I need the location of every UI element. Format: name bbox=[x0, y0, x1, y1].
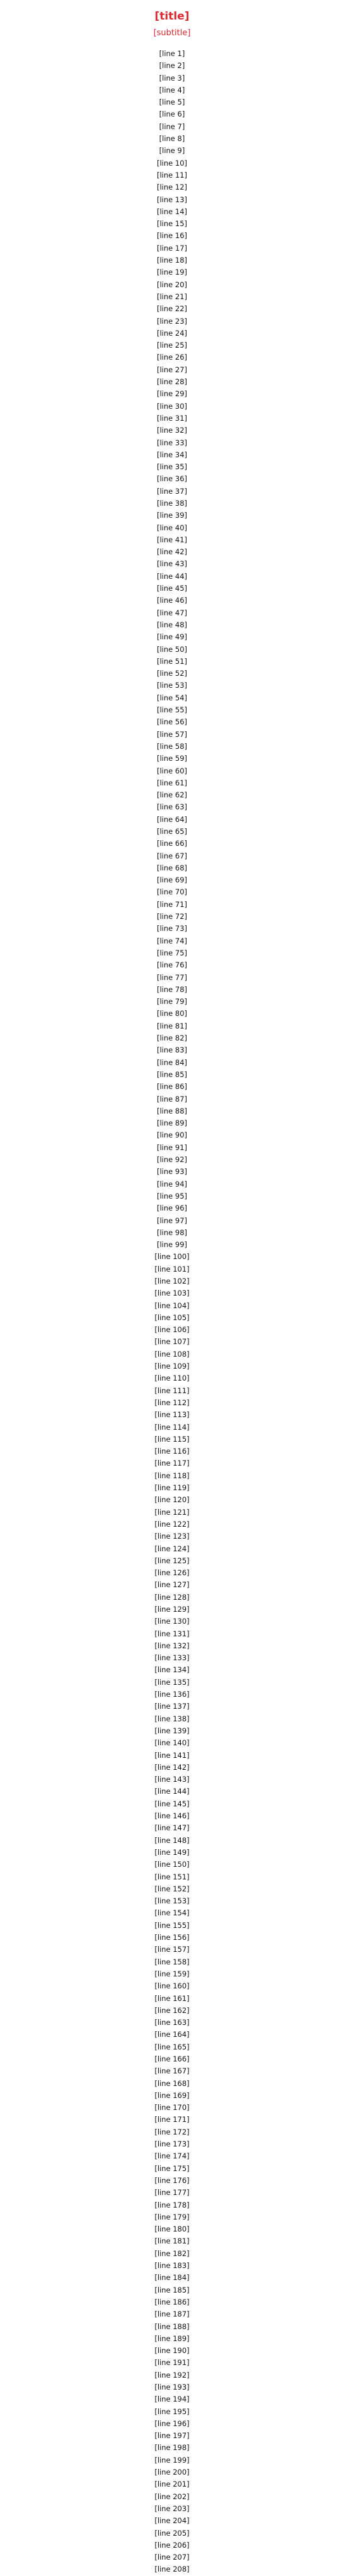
text-line: [line 119] bbox=[154, 1483, 190, 1493]
text-line: [line 204] bbox=[154, 2516, 190, 2526]
text-line: [line 182] bbox=[154, 2248, 190, 2258]
text-line: [line 32] bbox=[156, 426, 188, 435]
text-line: [line 60] bbox=[156, 766, 188, 775]
text-line: [line 55] bbox=[156, 705, 188, 715]
text-line: [line 20] bbox=[156, 280, 188, 289]
text-line: [line 15] bbox=[156, 219, 188, 229]
text-line: [line 92] bbox=[156, 1155, 188, 1165]
text-line: [line 93] bbox=[156, 1167, 188, 1177]
text-line: [line 180] bbox=[154, 2225, 190, 2234]
text-line: [line 28] bbox=[156, 377, 188, 387]
text-line: [line 194] bbox=[154, 2395, 190, 2404]
text-line: [line 137] bbox=[154, 1702, 190, 1711]
text-line: [line 49] bbox=[156, 632, 188, 642]
text-line: [line 53] bbox=[156, 681, 188, 690]
text-line: [line 37] bbox=[156, 486, 188, 496]
text-line: [line 106] bbox=[154, 1325, 190, 1335]
text-line: [line 138] bbox=[154, 1714, 190, 1723]
text-line: [line 140] bbox=[154, 1738, 190, 1748]
text-line: [line 163] bbox=[154, 2018, 190, 2027]
text-line: [line 114] bbox=[154, 1422, 190, 1432]
text-line: [line 118] bbox=[154, 1471, 190, 1480]
text-line: [line 97] bbox=[156, 1216, 188, 1225]
text-line: [line 72] bbox=[156, 912, 188, 921]
text-line: [line 52] bbox=[156, 669, 188, 678]
text-line: [line 85] bbox=[156, 1069, 188, 1079]
text-line: [line 45] bbox=[156, 584, 188, 593]
text-line: [line 76] bbox=[156, 960, 188, 970]
text-line: [line 200] bbox=[154, 2468, 190, 2477]
text-line: [line 3] bbox=[159, 73, 185, 83]
text-line: [line 133] bbox=[154, 1653, 190, 1663]
text-line: [line 78] bbox=[156, 984, 188, 994]
text-line: [line 81] bbox=[156, 1021, 188, 1030]
text-line: [line 111] bbox=[154, 1386, 190, 1395]
text-line: [line 181] bbox=[154, 2237, 190, 2246]
text-line: [line 69] bbox=[156, 875, 188, 885]
text-line: [line 12] bbox=[156, 183, 188, 192]
text-line: [line 191] bbox=[154, 2358, 190, 2368]
text-line: [line 110] bbox=[154, 1374, 190, 1383]
text-line: [line 75] bbox=[156, 948, 188, 957]
text-line: [line 157] bbox=[154, 1945, 190, 1954]
text-line: [line 129] bbox=[154, 1605, 190, 1614]
document-body bbox=[11, 48, 333, 2576]
text-line: [line 131] bbox=[154, 1629, 190, 1638]
text-line: [line 132] bbox=[154, 1641, 190, 1650]
text-line: [line 197] bbox=[154, 2431, 190, 2441]
text-line: [line 207] bbox=[154, 2553, 190, 2562]
text-line: [line 5] bbox=[159, 98, 185, 107]
text-line: [line 130] bbox=[154, 1617, 190, 1626]
text-line: [line 135] bbox=[154, 1677, 190, 1687]
text-line: [line 177] bbox=[154, 2188, 190, 2197]
text-line: [line 31] bbox=[156, 413, 188, 423]
text-line: [line 170] bbox=[154, 2103, 190, 2112]
text-line: [line 167] bbox=[154, 2066, 190, 2076]
text-line: [line 86] bbox=[156, 1082, 188, 1091]
text-line: [line 99] bbox=[156, 1240, 188, 1250]
text-line: [line 152] bbox=[154, 1884, 190, 1893]
text-line: [line 80] bbox=[156, 1009, 188, 1018]
text-line: [line 24] bbox=[156, 328, 188, 338]
text-line: [line 148] bbox=[154, 1835, 190, 1845]
text-line: [line 1] bbox=[159, 49, 185, 58]
text-line: [line 84] bbox=[156, 1057, 188, 1067]
text-line: [line 63] bbox=[156, 802, 188, 812]
text-line: [line 59] bbox=[156, 754, 188, 763]
text-line: [line 108] bbox=[154, 1349, 190, 1359]
text-line: [line 183] bbox=[154, 2261, 190, 2271]
text-line: [line 83] bbox=[156, 1046, 188, 1055]
text-line: [line 43] bbox=[156, 559, 188, 569]
text-line: [line 2] bbox=[159, 61, 185, 71]
text-line: [line 30] bbox=[156, 401, 188, 411]
text-line: [line 22] bbox=[156, 304, 188, 314]
text-line: [line 175] bbox=[154, 2163, 190, 2173]
text-line: [line 70] bbox=[156, 887, 188, 897]
text-line: [line 27] bbox=[156, 365, 188, 374]
text-line: [line 153] bbox=[154, 1896, 190, 1906]
text-line: [line 190] bbox=[154, 2346, 190, 2356]
text-line: [line 94] bbox=[156, 1179, 188, 1188]
text-line: [line 184] bbox=[154, 2273, 190, 2282]
text-line: [line 126] bbox=[154, 1568, 190, 1578]
text-line: [line 17] bbox=[156, 243, 188, 253]
text-line: [line 103] bbox=[154, 1289, 190, 1298]
text-line: [line 115] bbox=[154, 1434, 190, 1444]
text-line: [line 187] bbox=[154, 2310, 190, 2319]
text-line: [line 120] bbox=[154, 1495, 190, 1505]
text-line: [line 89] bbox=[156, 1119, 188, 1128]
text-line: [line 40] bbox=[156, 523, 188, 532]
text-line: [line 82] bbox=[156, 1034, 188, 1043]
text-line: [line 171] bbox=[154, 2115, 190, 2124]
text-line: [line 116] bbox=[154, 1447, 190, 1456]
text-line: [line 102] bbox=[154, 1276, 190, 1285]
text-line: [line 7] bbox=[159, 122, 185, 131]
text-line: [line 41] bbox=[156, 535, 188, 544]
text-line: [line 21] bbox=[156, 292, 188, 301]
text-line: [line 143] bbox=[154, 1775, 190, 1784]
text-line: [line 205] bbox=[154, 2528, 190, 2538]
text-line: [line 121] bbox=[154, 1507, 190, 1517]
text-line: [line 160] bbox=[154, 1981, 190, 1991]
text-line: [line 105] bbox=[154, 1313, 190, 1322]
text-line: [line 127] bbox=[154, 1580, 190, 1590]
text-line: [line 128] bbox=[154, 1592, 190, 1602]
text-line: [line 11] bbox=[156, 170, 188, 180]
text-line: [line 109] bbox=[154, 1362, 190, 1371]
text-line: [line 169] bbox=[154, 2090, 190, 2100]
text-line: [line 56] bbox=[156, 717, 188, 727]
text-line: [line 186] bbox=[154, 2297, 190, 2306]
text-line: [line 95] bbox=[156, 1191, 188, 1200]
text-line: [line 33] bbox=[156, 438, 188, 447]
text-line: [line 144] bbox=[154, 1787, 190, 1796]
text-line: [line 39] bbox=[156, 511, 188, 520]
text-line: [line 47] bbox=[156, 608, 188, 617]
text-line: [line 26] bbox=[156, 353, 188, 362]
text-line: [line 185] bbox=[154, 2285, 190, 2294]
text-line: [line 51] bbox=[156, 656, 188, 666]
text-line: [line 6] bbox=[159, 110, 185, 119]
text-line: [line 139] bbox=[154, 1726, 190, 1735]
text-line: [line 19] bbox=[156, 268, 188, 277]
text-line: [line 136] bbox=[154, 1690, 190, 1699]
text-line: [line 29] bbox=[156, 389, 188, 399]
text-line: [line 112] bbox=[154, 1398, 190, 1407]
text-line: [line 154] bbox=[154, 1908, 190, 1918]
text-line: [line 16] bbox=[156, 231, 188, 241]
text-line: [line 155] bbox=[154, 1920, 190, 1930]
text-line: [line 57] bbox=[156, 729, 188, 739]
text-line: [line 13] bbox=[156, 195, 188, 204]
text-line: [line 188] bbox=[154, 2322, 190, 2331]
text-line: [line 173] bbox=[154, 2140, 190, 2149]
text-line: [line 189] bbox=[154, 2334, 190, 2343]
text-line: [line 117] bbox=[154, 1459, 190, 1468]
text-line: [line 61] bbox=[156, 778, 188, 787]
text-line: [line 174] bbox=[154, 2151, 190, 2161]
text-line: [line 158] bbox=[154, 1957, 190, 1966]
text-line: [line 149] bbox=[154, 1847, 190, 1857]
text-line: [line 161] bbox=[154, 1993, 190, 2003]
text-line: [line 125] bbox=[154, 1556, 190, 1565]
text-line: [line 113] bbox=[154, 1410, 190, 1420]
text-line: [line 10] bbox=[156, 158, 188, 168]
text-line: [line 42] bbox=[156, 547, 188, 557]
text-line: [line 25] bbox=[156, 341, 188, 350]
text-line: [line 98] bbox=[156, 1228, 188, 1237]
text-line: [line 178] bbox=[154, 2200, 190, 2209]
text-line: [line 58] bbox=[156, 741, 188, 751]
text-line: [line 198] bbox=[154, 2443, 190, 2453]
document-subtitle: [subtitle] bbox=[153, 28, 191, 38]
text-line: [line 159] bbox=[154, 1969, 190, 1978]
text-line: [line 101] bbox=[154, 1264, 190, 1274]
text-line: [line 4] bbox=[159, 85, 185, 94]
text-line: [line 134] bbox=[154, 1665, 190, 1675]
text-line: [line 87] bbox=[156, 1094, 188, 1103]
text-line: [line 74] bbox=[156, 936, 188, 945]
text-line: [line 196] bbox=[154, 2419, 190, 2428]
text-line: [line 192] bbox=[154, 2370, 190, 2379]
text-line: [line 79] bbox=[156, 997, 188, 1006]
text-line: [line 201] bbox=[154, 2480, 190, 2489]
text-line: [line 35] bbox=[156, 462, 188, 472]
text-line: [line 8] bbox=[159, 134, 185, 144]
text-line: [line 90] bbox=[156, 1131, 188, 1140]
text-line: [line 199] bbox=[154, 2455, 190, 2465]
text-line: [line 9] bbox=[159, 146, 185, 156]
text-line: [line 23] bbox=[156, 316, 188, 326]
text-line: [line 67] bbox=[156, 851, 188, 860]
text-line: [line 64] bbox=[156, 814, 188, 824]
text-line: [line 195] bbox=[154, 2407, 190, 2416]
text-line: [line 168] bbox=[154, 2078, 190, 2088]
text-line: [line 46] bbox=[156, 596, 188, 605]
text-line: [line 66] bbox=[156, 839, 188, 848]
text-line: [line 156] bbox=[154, 1933, 190, 1942]
text-line: [line 36] bbox=[156, 474, 188, 484]
text-line: [line 34] bbox=[156, 450, 188, 459]
text-line: [line 208] bbox=[154, 2565, 190, 2574]
text-line: [line 172] bbox=[154, 2127, 190, 2136]
text-line: [line 162] bbox=[154, 2005, 190, 2015]
text-line: [line 193] bbox=[154, 2383, 190, 2391]
text-line: [line 54] bbox=[156, 693, 188, 702]
text-line: [line 179] bbox=[154, 2212, 190, 2221]
text-line: [line 44] bbox=[156, 571, 188, 581]
text-line: [line 166] bbox=[154, 2054, 190, 2063]
document-title: [title] bbox=[154, 10, 190, 23]
text-line: [line 202] bbox=[154, 2492, 190, 2501]
text-line: [line 65] bbox=[156, 827, 188, 836]
text-line: [line 77] bbox=[156, 972, 188, 982]
text-line: [line 147] bbox=[154, 1823, 190, 1833]
text-line: [line 62] bbox=[156, 790, 188, 800]
text-line: [line 104] bbox=[154, 1301, 190, 1310]
text-line: [line 206] bbox=[154, 2540, 190, 2550]
text-line: [line 164] bbox=[154, 2030, 190, 2039]
text-line: [line 176] bbox=[154, 2175, 190, 2185]
text-line: [line 14] bbox=[156, 207, 188, 216]
text-line: [line 142] bbox=[154, 1762, 190, 1772]
text-line: [line 68] bbox=[156, 863, 188, 872]
text-line: [line 96] bbox=[156, 1204, 188, 1213]
text-line: [line 124] bbox=[154, 1544, 190, 1553]
text-line: [line 71] bbox=[156, 899, 188, 909]
text-line: [line 165] bbox=[154, 2042, 190, 2051]
text-line: [line 88] bbox=[156, 1106, 188, 1115]
text-line: [line 203] bbox=[154, 2504, 190, 2513]
text-line: [line 73] bbox=[156, 924, 188, 933]
text-line: [line 141] bbox=[154, 1750, 190, 1760]
text-line: [line 48] bbox=[156, 620, 188, 629]
text-line: [line 100] bbox=[154, 1252, 190, 1262]
text-line: [line 123] bbox=[154, 1532, 190, 1541]
text-line: [line 91] bbox=[156, 1143, 188, 1152]
text-line: [line 151] bbox=[154, 1872, 190, 1881]
text-line: [line 18] bbox=[156, 256, 188, 265]
text-line: [line 122] bbox=[154, 1519, 190, 1529]
text-line: [line 150] bbox=[154, 1860, 190, 1869]
text-line: [line 38] bbox=[156, 498, 188, 508]
text-line: [line 50] bbox=[156, 644, 188, 654]
text-line: [line 146] bbox=[154, 1811, 190, 1821]
text-line: [line 145] bbox=[154, 1799, 190, 1808]
text-line: [line 107] bbox=[154, 1337, 190, 1347]
